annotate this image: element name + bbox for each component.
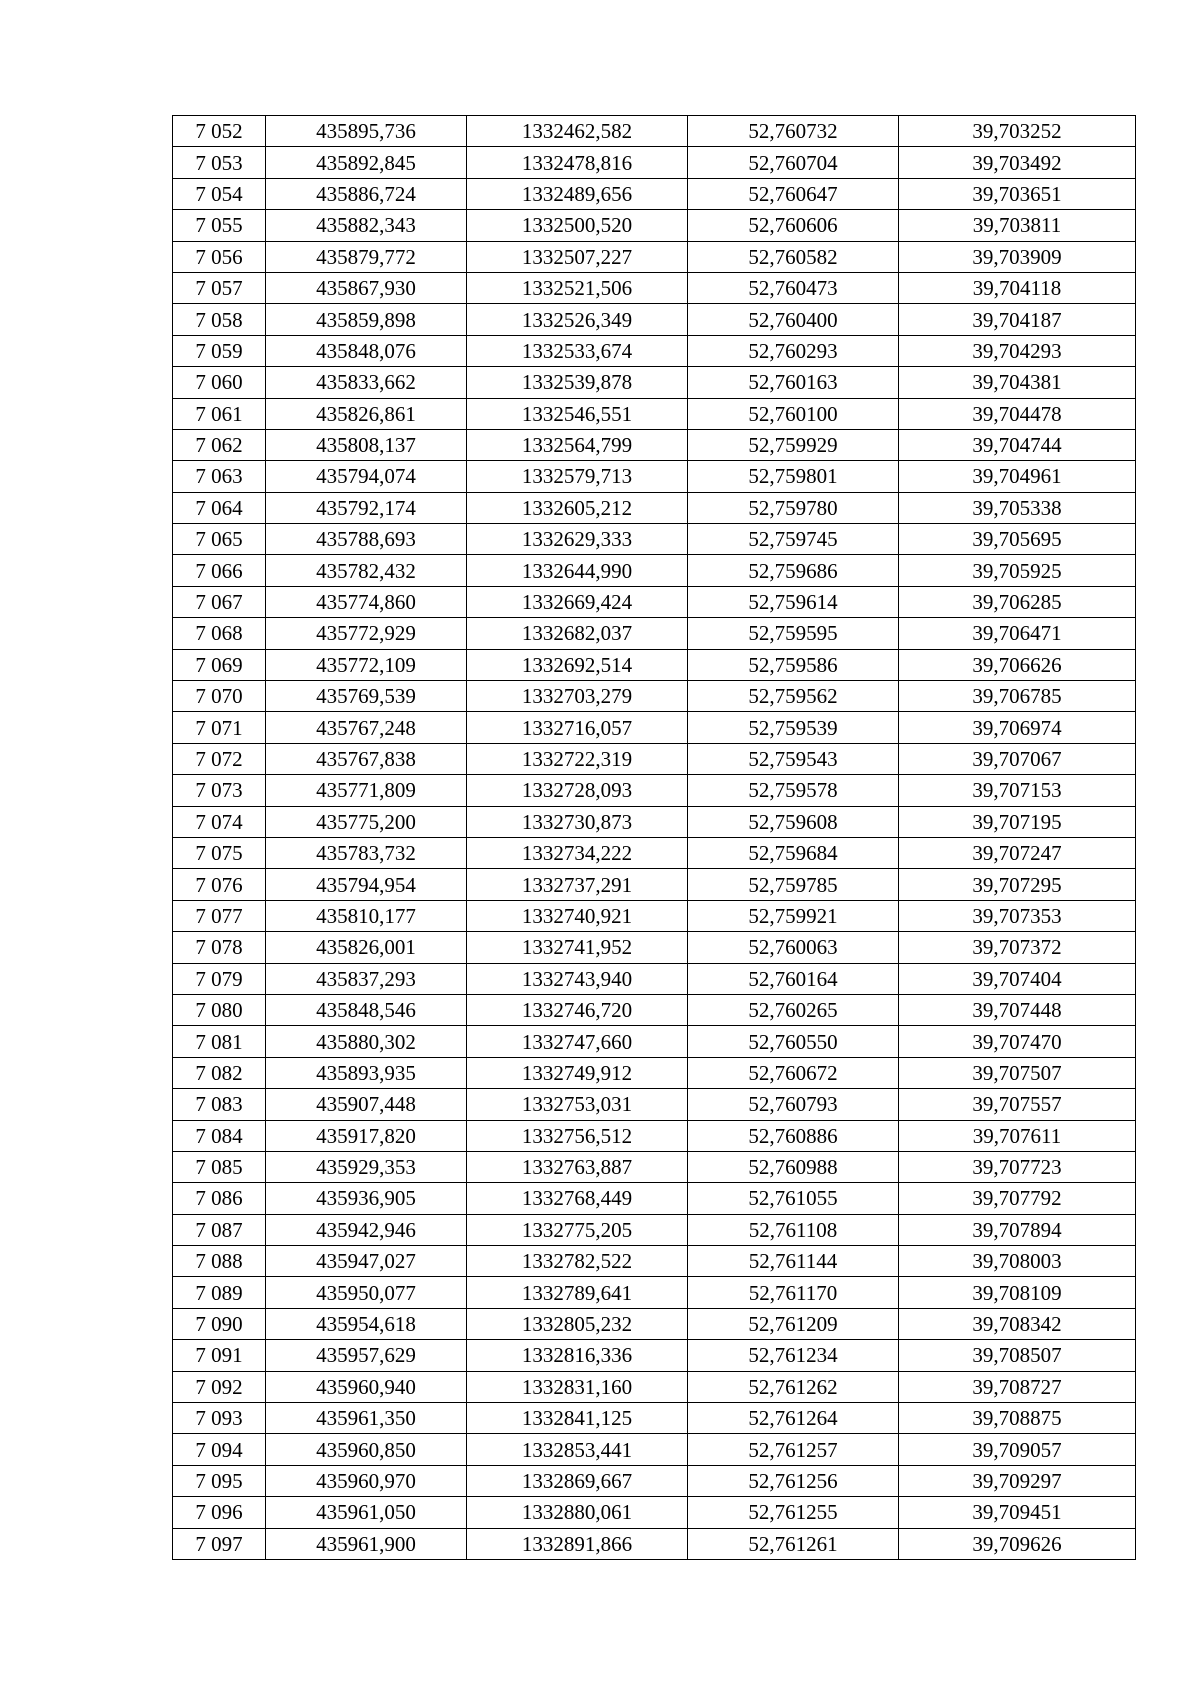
latitude-cell: 52,759543 [688,743,899,774]
table-row [173,1120,1136,1151]
point-number-cell: 7 070 [173,681,266,712]
table-row [173,398,1136,429]
table-row [173,900,1136,931]
x-coordinate-cell: 435808,137 [266,429,467,460]
point-number-cell: 7 059 [173,335,266,366]
point-number-cell: 7 085 [173,1151,266,1182]
y-coordinate-cell: 1332489,656 [467,178,688,209]
x-coordinate-cell: 435961,900 [266,1528,467,1559]
longitude-cell: 39,707372 [899,932,1136,963]
table-row [173,1214,1136,1245]
longitude-cell: 39,704744 [899,429,1136,460]
x-coordinate-cell: 435848,546 [266,994,467,1025]
x-coordinate-cell: 435950,077 [266,1277,467,1308]
longitude-cell: 39,707470 [899,1026,1136,1057]
y-coordinate-cell: 1332853,441 [467,1434,688,1465]
table-row [173,618,1136,649]
latitude-cell: 52,760988 [688,1151,899,1182]
table-row [173,1340,1136,1371]
y-coordinate-cell: 1332730,873 [467,806,688,837]
point-number-cell: 7 079 [173,963,266,994]
longitude-cell: 39,707557 [899,1089,1136,1120]
latitude-cell: 52,759921 [688,900,899,931]
x-coordinate-cell: 435867,930 [266,272,467,303]
table-row [173,1089,1136,1120]
point-number-cell: 7 077 [173,900,266,931]
table-row [173,1528,1136,1559]
longitude-cell: 39,706785 [899,681,1136,712]
y-coordinate-cell: 1332775,205 [467,1214,688,1245]
table-row [173,1308,1136,1339]
x-coordinate-cell: 435936,905 [266,1183,467,1214]
x-coordinate-cell: 435859,898 [266,304,467,335]
longitude-cell: 39,709451 [899,1497,1136,1528]
point-number-cell: 7 058 [173,304,266,335]
table-row [173,461,1136,492]
latitude-cell: 52,760400 [688,304,899,335]
table-row [173,1057,1136,1088]
latitude-cell: 52,761256 [688,1465,899,1496]
x-coordinate-cell: 435892,845 [266,147,467,178]
longitude-cell: 39,708727 [899,1371,1136,1402]
x-coordinate-cell: 435783,732 [266,837,467,868]
table-row [173,555,1136,586]
y-coordinate-cell: 1332521,506 [467,272,688,303]
point-number-cell: 7 078 [173,932,266,963]
y-coordinate-cell: 1332546,551 [467,398,688,429]
x-coordinate-cell: 435942,946 [266,1214,467,1245]
table-row [173,524,1136,555]
table-row [173,932,1136,963]
x-coordinate-cell: 435917,820 [266,1120,467,1151]
table-row [173,869,1136,900]
longitude-cell: 39,704293 [899,335,1136,366]
y-coordinate-cell: 1332564,799 [467,429,688,460]
point-number-cell: 7 067 [173,586,266,617]
latitude-cell: 52,759608 [688,806,899,837]
table-row [173,178,1136,209]
point-number-cell: 7 096 [173,1497,266,1528]
table-row [173,147,1136,178]
table-row [173,1465,1136,1496]
point-number-cell: 7 082 [173,1057,266,1088]
table-row [173,1183,1136,1214]
longitude-cell: 39,708109 [899,1277,1136,1308]
point-number-cell: 7 090 [173,1308,266,1339]
latitude-cell: 52,760265 [688,994,899,1025]
point-number-cell: 7 088 [173,1246,266,1277]
x-coordinate-cell: 435893,935 [266,1057,467,1088]
y-coordinate-cell: 1332507,227 [467,241,688,272]
y-coordinate-cell: 1332831,160 [467,1371,688,1402]
latitude-cell: 52,759684 [688,837,899,868]
latitude-cell: 52,760164 [688,963,899,994]
y-coordinate-cell: 1332763,887 [467,1151,688,1182]
x-coordinate-cell: 435837,293 [266,963,467,994]
x-coordinate-cell: 435960,850 [266,1434,467,1465]
longitude-cell: 39,707353 [899,900,1136,931]
latitude-cell: 52,761055 [688,1183,899,1214]
x-coordinate-cell: 435782,432 [266,555,467,586]
longitude-cell: 39,707611 [899,1120,1136,1151]
table-row [173,304,1136,335]
latitude-cell: 52,759586 [688,649,899,680]
table-row [173,1026,1136,1057]
x-coordinate-cell: 435788,693 [266,524,467,555]
longitude-cell: 39,708507 [899,1340,1136,1371]
longitude-cell: 39,707067 [899,743,1136,774]
point-number-cell: 7 068 [173,618,266,649]
y-coordinate-cell: 1332703,279 [467,681,688,712]
y-coordinate-cell: 1332816,336 [467,1340,688,1371]
y-coordinate-cell: 1332478,816 [467,147,688,178]
x-coordinate-cell: 435810,177 [266,900,467,931]
point-number-cell: 7 054 [173,178,266,209]
point-number-cell: 7 086 [173,1183,266,1214]
latitude-cell: 52,760732 [688,116,899,147]
x-coordinate-cell: 435772,929 [266,618,467,649]
y-coordinate-cell: 1332747,660 [467,1026,688,1057]
longitude-cell: 39,706471 [899,618,1136,649]
y-coordinate-cell: 1332789,641 [467,1277,688,1308]
x-coordinate-cell: 435929,353 [266,1151,467,1182]
x-coordinate-cell: 435792,174 [266,492,467,523]
point-number-cell: 7 095 [173,1465,266,1496]
longitude-cell: 39,709626 [899,1528,1136,1559]
latitude-cell: 52,759578 [688,775,899,806]
y-coordinate-cell: 1332682,037 [467,618,688,649]
table-row [173,806,1136,837]
y-coordinate-cell: 1332891,866 [467,1528,688,1559]
table-row [173,367,1136,398]
x-coordinate-cell: 435961,350 [266,1403,467,1434]
y-coordinate-cell: 1332526,349 [467,304,688,335]
latitude-cell: 52,759929 [688,429,899,460]
table-row [173,116,1136,147]
y-coordinate-cell: 1332805,232 [467,1308,688,1339]
y-coordinate-cell: 1332579,713 [467,461,688,492]
point-number-cell: 7 069 [173,649,266,680]
point-number-cell: 7 093 [173,1403,266,1434]
y-coordinate-cell: 1332743,940 [467,963,688,994]
point-number-cell: 7 061 [173,398,266,429]
latitude-cell: 52,760582 [688,241,899,272]
x-coordinate-cell: 435882,343 [266,210,467,241]
longitude-cell: 39,706285 [899,586,1136,617]
table-row [173,1371,1136,1402]
latitude-cell: 52,761209 [688,1308,899,1339]
y-coordinate-cell: 1332734,222 [467,837,688,868]
x-coordinate-cell: 435794,074 [266,461,467,492]
x-coordinate-cell: 435771,809 [266,775,467,806]
x-coordinate-cell: 435886,724 [266,178,467,209]
point-number-cell: 7 097 [173,1528,266,1559]
y-coordinate-cell: 1332737,291 [467,869,688,900]
table-row [173,335,1136,366]
y-coordinate-cell: 1332629,333 [467,524,688,555]
latitude-cell: 52,761261 [688,1528,899,1559]
x-coordinate-cell: 435774,860 [266,586,467,617]
latitude-cell: 52,759745 [688,524,899,555]
table-row [173,1151,1136,1182]
longitude-cell: 39,705695 [899,524,1136,555]
table-row [173,241,1136,272]
latitude-cell: 52,760886 [688,1120,899,1151]
longitude-cell: 39,709057 [899,1434,1136,1465]
longitude-cell: 39,703252 [899,116,1136,147]
y-coordinate-cell: 1332749,912 [467,1057,688,1088]
table-row [173,1497,1136,1528]
y-coordinate-cell: 1332782,522 [467,1246,688,1277]
latitude-cell: 52,760163 [688,367,899,398]
x-coordinate-cell: 435961,050 [266,1497,467,1528]
y-coordinate-cell: 1332756,512 [467,1120,688,1151]
latitude-cell: 52,760100 [688,398,899,429]
longitude-cell: 39,705925 [899,555,1136,586]
point-number-cell: 7 084 [173,1120,266,1151]
latitude-cell: 52,761170 [688,1277,899,1308]
latitude-cell: 52,759539 [688,712,899,743]
longitude-cell: 39,708342 [899,1308,1136,1339]
longitude-cell: 39,704381 [899,367,1136,398]
x-coordinate-cell: 435957,629 [266,1340,467,1371]
point-number-cell: 7 091 [173,1340,266,1371]
point-number-cell: 7 055 [173,210,266,241]
point-number-cell: 7 083 [173,1089,266,1120]
longitude-cell: 39,709297 [899,1465,1136,1496]
longitude-cell: 39,704118 [899,272,1136,303]
longitude-cell: 39,704478 [899,398,1136,429]
longitude-cell: 39,704187 [899,304,1136,335]
x-coordinate-cell: 435954,618 [266,1308,467,1339]
point-number-cell: 7 092 [173,1371,266,1402]
table-row [173,492,1136,523]
x-coordinate-cell: 435947,027 [266,1246,467,1277]
latitude-cell: 52,760550 [688,1026,899,1057]
table-row [173,210,1136,241]
y-coordinate-cell: 1332768,449 [467,1183,688,1214]
longitude-cell: 39,707507 [899,1057,1136,1088]
x-coordinate-cell: 435880,302 [266,1026,467,1057]
x-coordinate-cell: 435879,772 [266,241,467,272]
point-number-cell: 7 053 [173,147,266,178]
point-number-cell: 7 057 [173,272,266,303]
longitude-cell: 39,707153 [899,775,1136,806]
coordinates-table-body [173,116,1136,1560]
longitude-cell: 39,707295 [899,869,1136,900]
longitude-cell: 39,703811 [899,210,1136,241]
y-coordinate-cell: 1332722,319 [467,743,688,774]
latitude-cell: 52,760672 [688,1057,899,1088]
table-row [173,743,1136,774]
x-coordinate-cell: 435772,109 [266,649,467,680]
x-coordinate-cell: 435848,076 [266,335,467,366]
latitude-cell: 52,759785 [688,869,899,900]
x-coordinate-cell: 435960,970 [266,1465,467,1496]
table-row [173,1403,1136,1434]
x-coordinate-cell: 435775,200 [266,806,467,837]
y-coordinate-cell: 1332692,514 [467,649,688,680]
y-coordinate-cell: 1332669,424 [467,586,688,617]
latitude-cell: 52,761264 [688,1403,899,1434]
y-coordinate-cell: 1332533,674 [467,335,688,366]
table-row [173,963,1136,994]
latitude-cell: 52,760647 [688,178,899,209]
latitude-cell: 52,759562 [688,681,899,712]
longitude-cell: 39,707894 [899,1214,1136,1245]
longitude-cell: 39,703492 [899,147,1136,178]
longitude-cell: 39,703909 [899,241,1136,272]
longitude-cell: 39,707247 [899,837,1136,868]
point-number-cell: 7 052 [173,116,266,147]
latitude-cell: 52,761144 [688,1246,899,1277]
y-coordinate-cell: 1332605,212 [467,492,688,523]
point-number-cell: 7 063 [173,461,266,492]
y-coordinate-cell: 1332716,057 [467,712,688,743]
table-row [173,649,1136,680]
point-number-cell: 7 076 [173,869,266,900]
point-number-cell: 7 089 [173,1277,266,1308]
longitude-cell: 39,707404 [899,963,1136,994]
x-coordinate-cell: 435826,861 [266,398,467,429]
longitude-cell: 39,708875 [899,1403,1136,1434]
point-number-cell: 7 062 [173,429,266,460]
x-coordinate-cell: 435767,838 [266,743,467,774]
x-coordinate-cell: 435794,954 [266,869,467,900]
y-coordinate-cell: 1332728,093 [467,775,688,806]
latitude-cell: 52,761255 [688,1497,899,1528]
table-row [173,994,1136,1025]
x-coordinate-cell: 435960,940 [266,1371,467,1402]
x-coordinate-cell: 435907,448 [266,1089,467,1120]
latitude-cell: 52,760063 [688,932,899,963]
x-coordinate-cell: 435826,001 [266,932,467,963]
point-number-cell: 7 064 [173,492,266,523]
longitude-cell: 39,707792 [899,1183,1136,1214]
y-coordinate-cell: 1332880,061 [467,1497,688,1528]
longitude-cell: 39,707195 [899,806,1136,837]
table-row [173,1246,1136,1277]
coordinates-table [172,115,1136,1560]
latitude-cell: 52,761262 [688,1371,899,1402]
table-row [173,272,1136,303]
longitude-cell: 39,703651 [899,178,1136,209]
y-coordinate-cell: 1332841,125 [467,1403,688,1434]
y-coordinate-cell: 1332500,520 [467,210,688,241]
table-row [173,429,1136,460]
point-number-cell: 7 075 [173,837,266,868]
y-coordinate-cell: 1332746,720 [467,994,688,1025]
longitude-cell: 39,707723 [899,1151,1136,1182]
latitude-cell: 52,759595 [688,618,899,649]
y-coordinate-cell: 1332753,031 [467,1089,688,1120]
latitude-cell: 52,760293 [688,335,899,366]
y-coordinate-cell: 1332644,990 [467,555,688,586]
point-number-cell: 7 065 [173,524,266,555]
table-row [173,586,1136,617]
point-number-cell: 7 060 [173,367,266,398]
latitude-cell: 52,761257 [688,1434,899,1465]
point-number-cell: 7 072 [173,743,266,774]
point-number-cell: 7 071 [173,712,266,743]
latitude-cell: 52,760473 [688,272,899,303]
y-coordinate-cell: 1332741,952 [467,932,688,963]
y-coordinate-cell: 1332740,921 [467,900,688,931]
longitude-cell: 39,708003 [899,1246,1136,1277]
point-number-cell: 7 073 [173,775,266,806]
latitude-cell: 52,759686 [688,555,899,586]
table-row [173,712,1136,743]
x-coordinate-cell: 435769,539 [266,681,467,712]
longitude-cell: 39,705338 [899,492,1136,523]
x-coordinate-cell: 435895,736 [266,116,467,147]
point-number-cell: 7 094 [173,1434,266,1465]
x-coordinate-cell: 435833,662 [266,367,467,398]
latitude-cell: 52,759780 [688,492,899,523]
table-row [173,681,1136,712]
point-number-cell: 7 080 [173,994,266,1025]
longitude-cell: 39,706974 [899,712,1136,743]
y-coordinate-cell: 1332462,582 [467,116,688,147]
point-number-cell: 7 081 [173,1026,266,1057]
table-row [173,1434,1136,1465]
point-number-cell: 7 066 [173,555,266,586]
latitude-cell: 52,761108 [688,1214,899,1245]
point-number-cell: 7 087 [173,1214,266,1245]
x-coordinate-cell: 435767,248 [266,712,467,743]
table-row [173,775,1136,806]
longitude-cell: 39,706626 [899,649,1136,680]
latitude-cell: 52,759614 [688,586,899,617]
point-number-cell: 7 074 [173,806,266,837]
longitude-cell: 39,707448 [899,994,1136,1025]
longitude-cell: 39,704961 [899,461,1136,492]
y-coordinate-cell: 1332869,667 [467,1465,688,1496]
table-row [173,837,1136,868]
y-coordinate-cell: 1332539,878 [467,367,688,398]
point-number-cell: 7 056 [173,241,266,272]
latitude-cell: 52,759801 [688,461,899,492]
latitude-cell: 52,761234 [688,1340,899,1371]
latitude-cell: 52,760704 [688,147,899,178]
latitude-cell: 52,760606 [688,210,899,241]
latitude-cell: 52,760793 [688,1089,899,1120]
table-row [173,1277,1136,1308]
